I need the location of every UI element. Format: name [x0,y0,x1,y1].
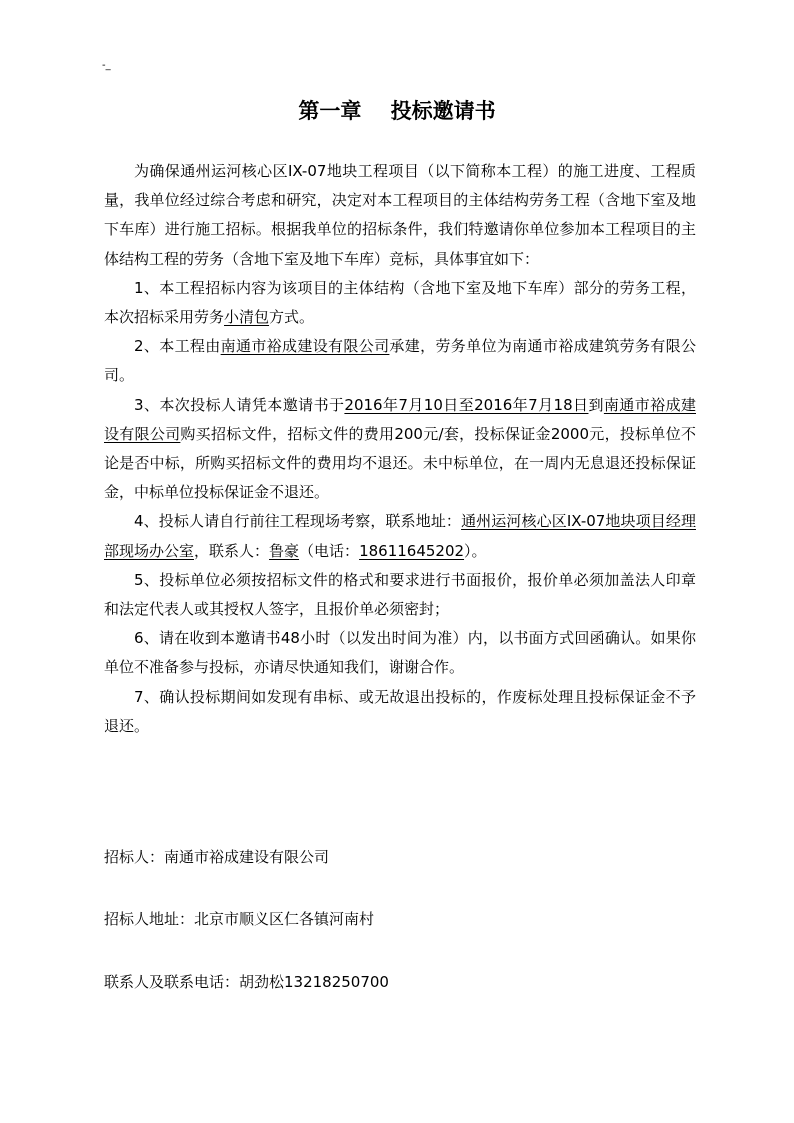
list-item-1 [104,274,696,332]
list-item-7: 7、确认投标期间如发现有串标、或无故退出投标的，作废标处理且投标保证金不予退还。 [104,687,696,735]
item-4-text-b: ，联系人： [194,541,270,560]
intro-paragraph: 为确保通州运河核心区IX-07地块工程项目（以下简称本工程）的施工进度、工程质量，我单位经过综合考虑和研究，决定对本工程项目的主体结构劳务工程（含地下室及地下车库）进行施工招标。根据我单位的招标条件，我们特邀请你单位参加本工程项目的主体结构工程的劳务（含地下室及地下车库）竞标，具体事宜如下： [104,162,696,268]
list-item-6: 6、请在收到本邀请书48小时（以发出时间为准）内，以书面方式回函确认。如果你单位不准备参与投标，亦请尽快通知我们，谢谢合作。 [104,629,696,677]
list-item-2 [104,332,696,390]
item-2-text-b: 承建，劳务单位为南通市裕成建筑劳务有限公司。 [104,337,696,385]
item-4-underlined-address: 通州运河核心区IX-07地块项目经理部现场办公室 [104,512,696,560]
contact-line: 联系人及联系电话：胡劲松13218250700 [104,973,389,991]
page-title: 第一章 投标邀请书 [298,98,496,123]
tenderer-line: 招标人：南通市裕成建设有限公司 [104,848,330,866]
item-4-text-c: （电话： [299,541,360,560]
item-1-text-b: 方式。 [269,308,315,327]
item-3-text-c: 购买招标文件，招标文件的费用200元/套，投标保证金2000元，投标单位不论是否中标，所购买招标文件的费用均不退还。未中标单位，在一周内无息退还投标保证金，中标单位投标保证金不退还。 [104,424,696,502]
item-4-text-d: ）。 [464,541,487,560]
item-2-underlined-company: 南通市裕成建设有限公司 [220,337,390,356]
list-item-5: 5、投标单位必须按招标文件的格式和要求进行书面报价，报价单必须加盖法人印章和法定代表人或其授权人签字，且报价单必须密封； [104,570,696,619]
header-mark: -_ [102,60,111,71]
item-1-underlined-method: 小清包 [224,308,270,327]
list-item-3 [104,391,696,508]
list-item-4 [104,507,696,565]
item-3-underlined-company: 南通市裕成建设有限公司 [104,395,696,443]
item-1-text-a: 1、本工程招标内容为该项目的主体结构（含地下室及地下车库）部分的劳务工程，本次招标采用劳务 [104,278,696,327]
item-4-underlined-phone: 18611645202 [359,541,465,560]
tenderer-address-line: 招标人地址：北京市顺义区仁各镇河南村 [104,910,375,928]
item-4-underlined-contact: 鲁豪 [269,541,300,560]
item-3-text-a: 3、本次投标人请凭本邀请书于 [134,395,345,414]
item-3-text-b: 到 [588,395,604,414]
document-body [104,157,696,741]
item-3-underlined-dates: 2016年7月10日至2016年7月18日 [344,395,589,414]
item-4-text-a: 4、投标人请自行前往工程现场考察，联系地址： [134,512,462,531]
item-2-text-a: 2、本工程由 [134,337,221,356]
